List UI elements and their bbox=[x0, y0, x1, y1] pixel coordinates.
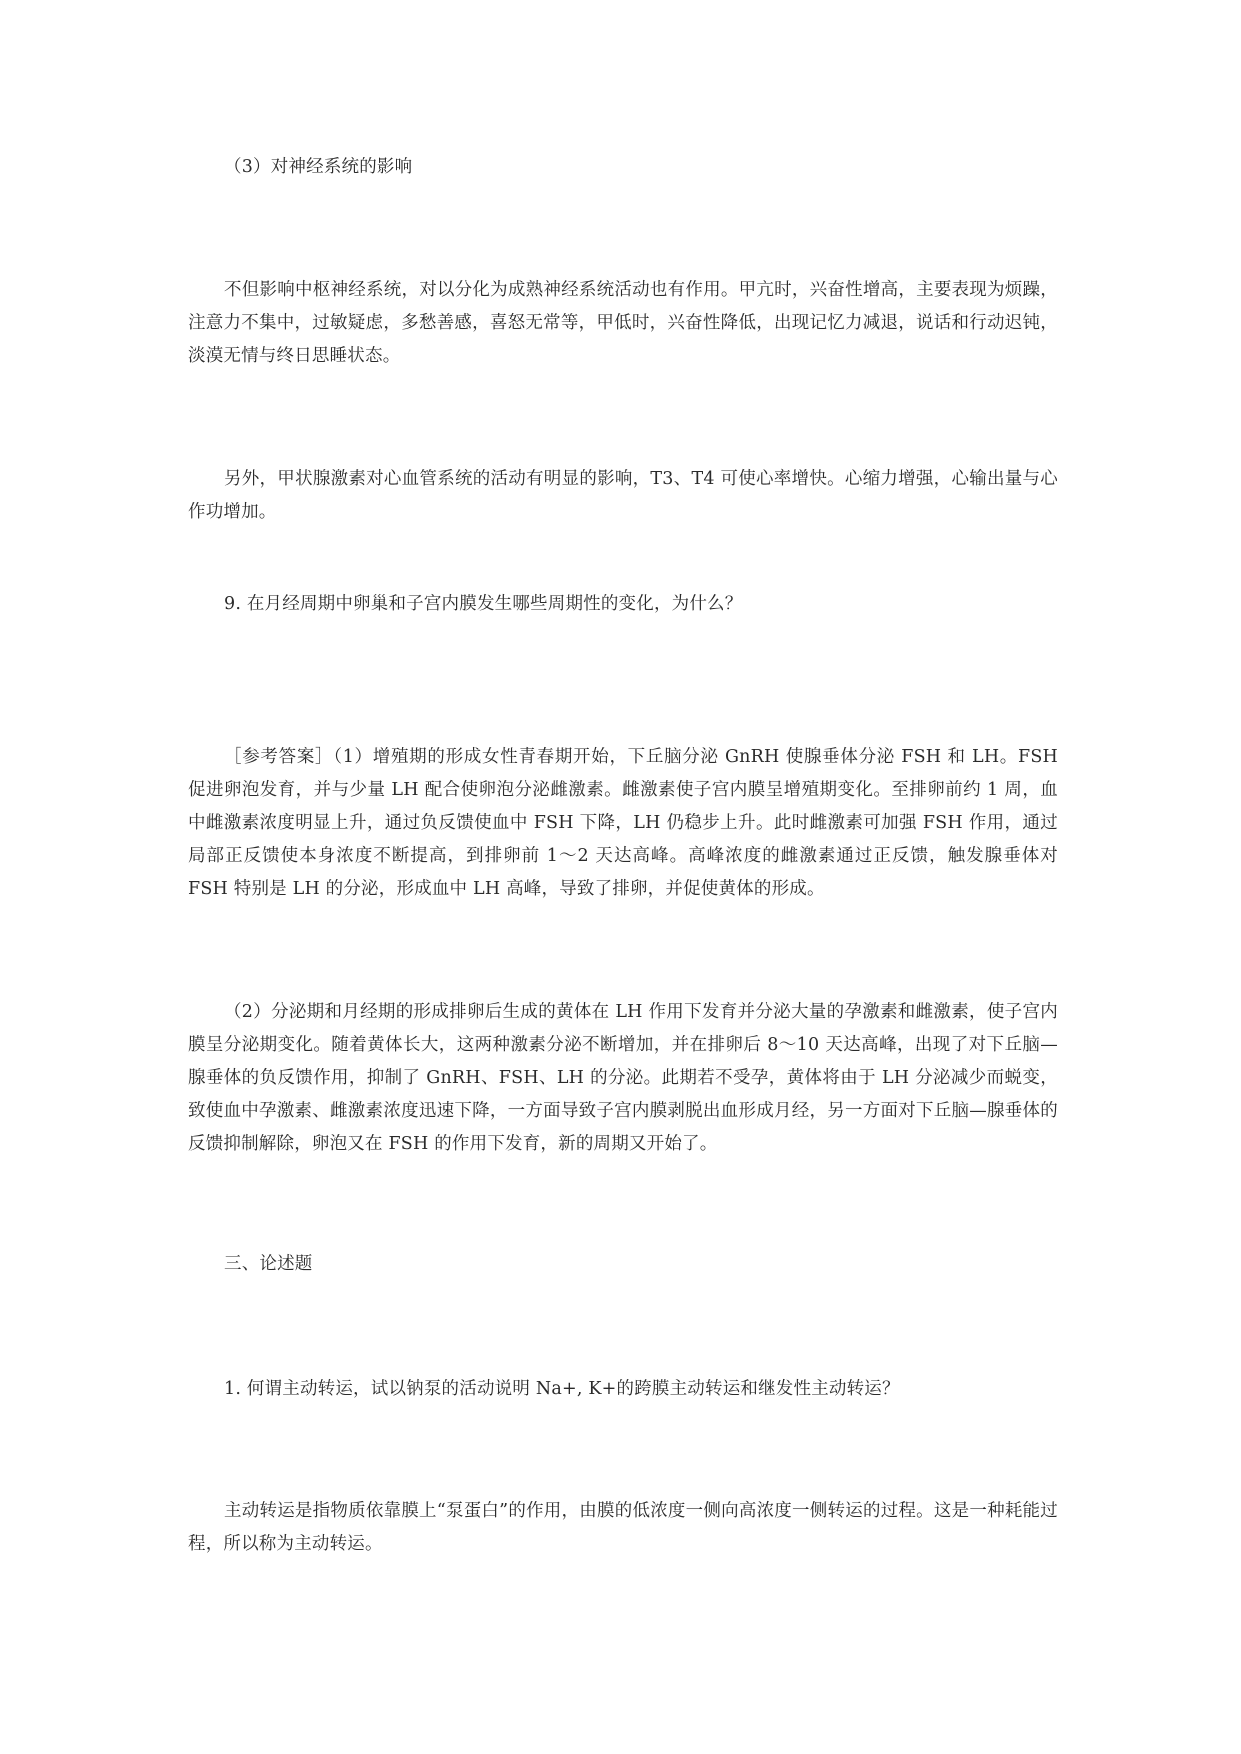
question-9: 9. 在月经周期中卵巢和子宫内膜发生哪些周期性的变化，为什么？ bbox=[224, 594, 743, 614]
answer-9-part-2: （2）分泌期和月经期的形成排卵后生成的黄体在 LH 作用下发育并分泌大量的孕激素和雌激素，使子宫内膜呈分泌期变化。随着黄体长大，这两种激素分泌不断增加，并在排卵后 8～10 天达高峰，出现了对下丘脑—腺垂体的负反馈作用，抑制了 GnRH、FSH、LH 的分泌。此期若不受孕，黄体将由于 LH 分泌减少而蜕变，致使血中孕激素、雌激素浓度迅速下降，一方面导致子宫内膜剥脱出血形成月经，另一方面对下丘脑—腺垂体的反馈抑制解除，卵泡又在 FSH 的作用下发育，新的周期又开始了。 bbox=[188, 1002, 1058, 1154]
section-heading-nervous-system: （3）对神经系统的影响 bbox=[224, 157, 413, 177]
question-1: 1. 何谓主动转运，试以钠泵的活动说明 Na+, K+的跨膜主动转运和继发性主动转运？ bbox=[224, 1379, 900, 1399]
paragraph-nervous-system: 不但影响中枢神经系统，对以分化为成熟神经系统活动也有作用。甲亢时，兴奋性增高，主要表现为烦躁，注意力不集中，过敏疑虑，多愁善感，喜怒无常等，甲低时，兴奋性降低，出现记忆力减退，说话和行动迟钝，淡漠无情与终日思睡状态。 bbox=[188, 280, 1058, 366]
paragraph-cardiovascular: 另外，甲状腺激素对心血管系统的活动有明显的影响，T3、T4 可使心率增快。心缩力增强，心输出量与心作功增加。 bbox=[188, 469, 1058, 522]
answer-9-part-1: ［参考答案］（1）增殖期的形成女性青春期开始，下丘脑分泌 GnRH 使腺垂体分泌 FSH 和 LH。FSH 促进卵泡发育，并与少量 LH 配合使卵泡分泌雌激素。雌激素使子宫内膜呈增殖期变化。至排卵前约 1 周，血中雌激素浓度明显上升，通过负反馈使血中 FSH 下降，LH 仍稳步上升。此时雌激素可加强 FSH 作用，通过局部正反馈使本身浓度不断提高，到排卵前 1～2 天达高峰。高峰浓度的雌激素通过正反馈，触发腺垂体对 FSH 特别是 LH 的分泌，形成血中 LH 高峰，导致了排卵，并促使黄体的形成。 bbox=[188, 747, 1058, 899]
section-heading-essay: 三、论述题 bbox=[224, 1254, 313, 1274]
paragraph-active-transport: 主动转运是指物质依靠膜上“泵蛋白”的作用，由膜的低浓度一侧向高浓度一侧转运的过程。这是一种耗能过程，所以称为主动转运。 bbox=[188, 1501, 1058, 1554]
